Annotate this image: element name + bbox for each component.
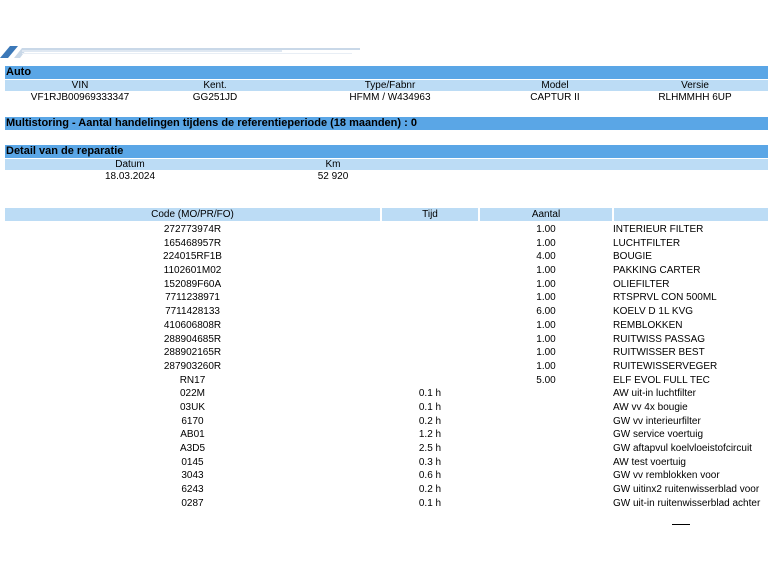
row-tijd: 0.3 h bbox=[418, 456, 442, 468]
row-description: BOUGIE bbox=[613, 251, 652, 263]
table-row bbox=[5, 250, 768, 264]
row-code: 288902165R bbox=[163, 347, 222, 359]
table-row bbox=[5, 305, 768, 319]
table-row bbox=[5, 483, 768, 497]
vin-header: VIN bbox=[71, 80, 89, 91]
row-tijd: 0.1 h bbox=[418, 497, 442, 509]
row-code: 288904685R bbox=[163, 333, 222, 345]
code-header: Code (MO/PR/FO) bbox=[5, 208, 380, 221]
type-header: Type/Fabnr bbox=[364, 80, 416, 91]
table-row bbox=[5, 237, 768, 251]
model-value: CAPTUR II bbox=[530, 92, 580, 103]
row-tijd: 0.2 h bbox=[418, 484, 442, 496]
row-code: 410606808R bbox=[163, 319, 222, 331]
row-description: PAKKING CARTER bbox=[613, 265, 701, 277]
row-aantal: 5.00 bbox=[536, 374, 556, 386]
table-row bbox=[5, 387, 768, 401]
row-description: GW vv interieurfilter bbox=[613, 415, 701, 427]
km-value: 52 920 bbox=[317, 171, 349, 182]
kent-header: Kent. bbox=[203, 80, 227, 91]
reparatie-value-row bbox=[5, 171, 768, 183]
aantal-header: Aantal bbox=[480, 208, 612, 221]
row-code: 272773974R bbox=[163, 224, 222, 235]
row-description: GW vv remblokken voor bbox=[613, 470, 720, 482]
table-row bbox=[5, 497, 768, 511]
row-description: AW vv 4x bougie bbox=[613, 401, 688, 413]
row-aantal: 1.00 bbox=[536, 265, 556, 277]
versie-header: Versie bbox=[681, 80, 709, 91]
row-description: AW test voertuig bbox=[613, 456, 686, 468]
row-code: 152089F60A bbox=[163, 278, 222, 290]
km-header: Km bbox=[325, 159, 341, 170]
row-code: 1102601M02 bbox=[163, 265, 222, 277]
row-tijd: 0.6 h bbox=[418, 470, 442, 482]
row-code: 287903260R bbox=[163, 360, 222, 372]
table-row bbox=[5, 291, 768, 305]
row-code: 0287 bbox=[181, 497, 204, 509]
row-code: 0145 bbox=[181, 456, 204, 468]
row-code: A3D5 bbox=[179, 443, 205, 454]
table-row bbox=[5, 456, 768, 470]
row-code: 7711238971 bbox=[165, 292, 220, 304]
type-value: HFMM / W434963 bbox=[349, 92, 431, 103]
datum-header: Datum bbox=[115, 159, 145, 170]
row-description: GW uit-in ruitenwisserblad achter bbox=[613, 497, 761, 509]
row-aantal: 6.00 bbox=[536, 306, 556, 318]
row-aantal: 1.00 bbox=[536, 347, 556, 359]
row-description: RUITEWISSERVEGER bbox=[613, 360, 718, 372]
section-auto-title: Auto bbox=[5, 66, 768, 79]
row-tijd: 0.1 h bbox=[418, 388, 442, 400]
row-description: RUITWISS PASSAG bbox=[613, 333, 706, 345]
row-code: 165468957R bbox=[163, 237, 222, 249]
row-tijd: 0.1 h bbox=[418, 401, 442, 413]
row-code: 3043 bbox=[181, 470, 204, 482]
model-header: Model bbox=[541, 80, 569, 91]
row-description: AW uit-in luchtfilter bbox=[613, 388, 696, 400]
row-code: 6243 bbox=[181, 484, 204, 496]
table-row bbox=[5, 374, 768, 388]
items-table-header bbox=[5, 208, 768, 221]
row-tijd: 1.2 h bbox=[418, 429, 442, 441]
row-code: 224015RF1B bbox=[163, 251, 222, 263]
table-row bbox=[5, 415, 768, 429]
row-description: ELF EVOL FULL TEC bbox=[613, 374, 710, 386]
table-row bbox=[5, 346, 768, 360]
row-aantal: 1.00 bbox=[536, 278, 556, 290]
row-aantal: 4.00 bbox=[536, 251, 556, 263]
row-description: GW uitinx2 ruitenwisserblad voor bbox=[613, 484, 760, 496]
kent-value: GG251JD bbox=[192, 92, 238, 103]
section-reparatie-title: Detail van de reparatie bbox=[5, 145, 768, 158]
table-row bbox=[5, 442, 768, 456]
description-header bbox=[614, 208, 768, 221]
row-aantal: 1.00 bbox=[536, 292, 556, 304]
versie-value: RLHMMHH 6UP bbox=[658, 92, 732, 103]
row-code: 6170 bbox=[181, 415, 204, 427]
row-code: 03UK bbox=[179, 401, 205, 413]
table-row bbox=[5, 428, 768, 442]
row-description: OLIEFILTER bbox=[613, 278, 670, 290]
row-description: INTERIEUR FILTER bbox=[613, 224, 704, 235]
row-tijd: 2.5 h bbox=[418, 443, 442, 454]
table-row bbox=[5, 401, 768, 415]
row-aantal: 1.00 bbox=[536, 333, 556, 345]
table-row bbox=[5, 469, 768, 483]
row-aantal: 1.00 bbox=[536, 237, 556, 249]
row-aantal: 1.00 bbox=[536, 224, 556, 235]
vin-value: VF1RJB00969333347 bbox=[30, 92, 130, 103]
table-row bbox=[5, 319, 768, 333]
datum-value: 18.03.2024 bbox=[104, 171, 156, 182]
tijd-header: Tijd bbox=[382, 208, 478, 221]
row-description: KOELV D 1L KVG bbox=[613, 306, 694, 318]
header-logo-band bbox=[0, 44, 360, 58]
section-multistoring-title: Multistoring - Aantal handelingen tijdens de referentieperiode (18 maanden) : 0 bbox=[5, 117, 768, 130]
row-code: 022M bbox=[179, 388, 205, 400]
row-tijd: 0.2 h bbox=[418, 415, 442, 427]
row-code: 7711428133 bbox=[165, 306, 220, 318]
items-table-body bbox=[5, 223, 768, 510]
total-underline bbox=[672, 524, 690, 525]
table-row bbox=[5, 223, 768, 237]
table-row bbox=[5, 360, 768, 374]
row-description: GW service voertuig bbox=[613, 429, 704, 441]
reparatie-header-row bbox=[5, 159, 768, 170]
row-description: RUITWISSER BEST bbox=[613, 347, 705, 359]
row-description: REMBLOKKEN bbox=[613, 319, 683, 331]
table-row bbox=[5, 278, 768, 292]
row-aantal: 1.00 bbox=[536, 360, 556, 372]
row-code: AB01 bbox=[180, 429, 205, 441]
row-description: LUCHTFILTER bbox=[613, 237, 681, 249]
auto-value-row bbox=[5, 92, 768, 104]
auto-header-row bbox=[5, 80, 768, 91]
row-description: RTSPRVL CON 500ML bbox=[613, 292, 717, 304]
table-row bbox=[5, 333, 768, 347]
row-code: RN17 bbox=[179, 374, 206, 386]
row-description: GW aftapvul koelvloeistofcircuit bbox=[613, 443, 752, 454]
row-aantal: 1.00 bbox=[536, 319, 556, 331]
table-row bbox=[5, 264, 768, 278]
